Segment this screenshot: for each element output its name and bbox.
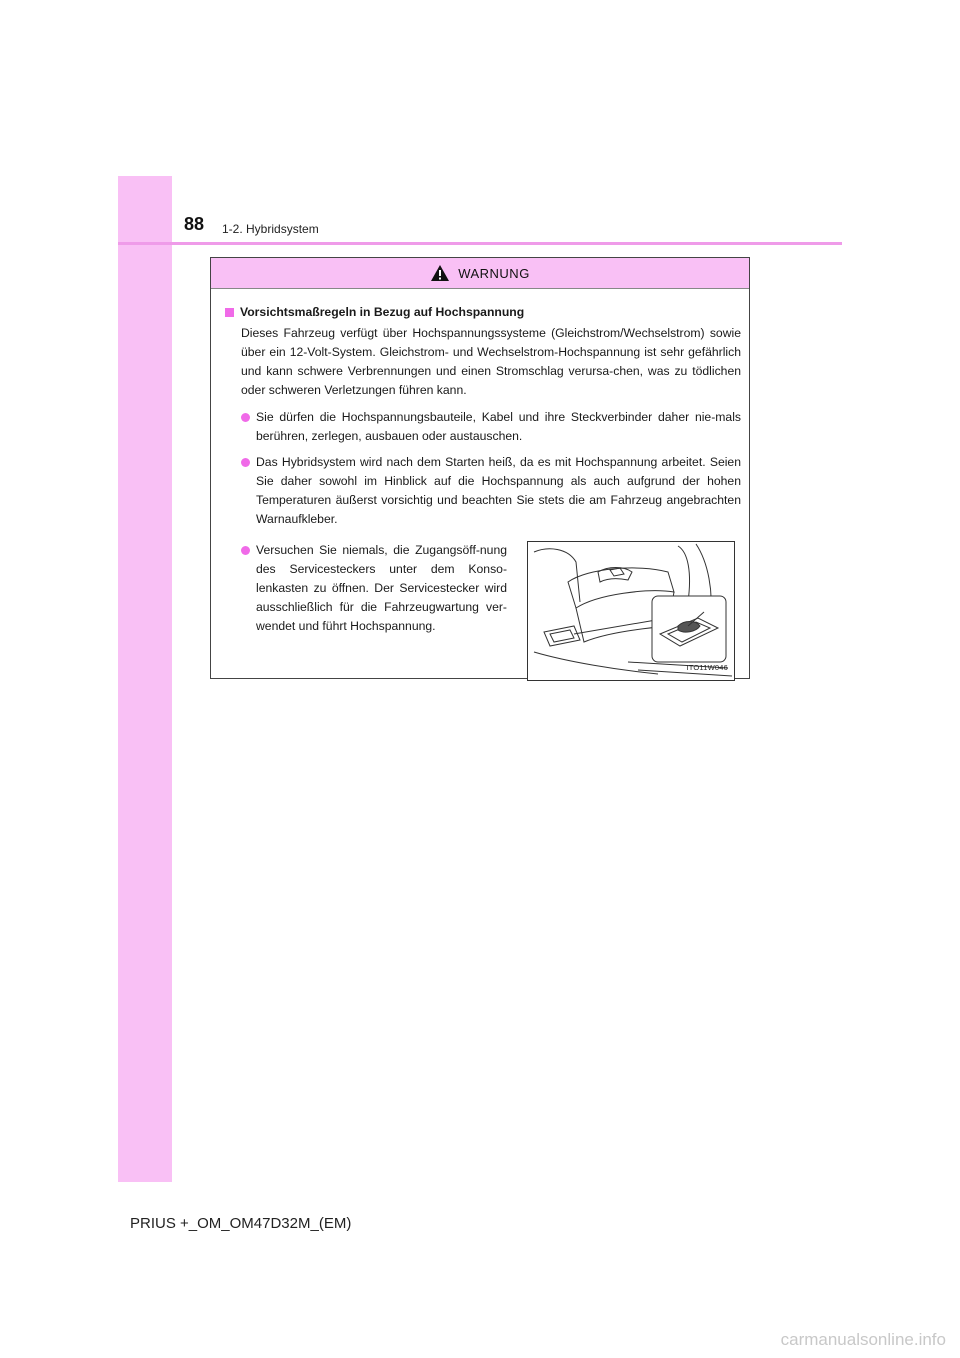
service-plug-illustration <box>527 541 735 681</box>
page-number: 88 <box>184 214 205 234</box>
list-item <box>241 408 741 446</box>
list-item <box>241 541 507 681</box>
warning-intro: Dieses Fahrzeug verfügt über Hochspannungssysteme (Gleichstrom/Wechselstrom) sowie über ein 12-Volt-System. Gleichstrom- und Wechselstrom-Hochspannung ist sehr gefährlich und kann schwere Verbrennungen und einen Stromschlag verursa-chen, was zu tödlichen oder schweren Verletzungen führen kann. <box>241 326 741 397</box>
warning-triangle-icon <box>430 264 450 282</box>
side-tab-bar <box>118 176 172 1182</box>
bullet-text: Das Hybridsystem wird nach dem Starten heiß, da es mit Hochspannung arbeitet. Seien Sie daher sowohl im Hinblick auf die Hochspannung als auch aufgrund der hohen Temperaturen äußerst vorsichtig und beachten Sie stets die am Fahrzeug angebrachten Warnaufkleber. <box>256 455 741 526</box>
watermark: carmanualsonline.info <box>780 1330 946 1349</box>
list-item <box>241 453 741 529</box>
warning-heading-row <box>225 303 741 322</box>
warning-title: WARNUNG <box>458 265 530 281</box>
warning-box <box>210 257 750 679</box>
section-title: 1-2. Hybridsystem <box>222 222 319 236</box>
bullet-dot-icon <box>241 546 250 555</box>
square-bullet-icon <box>225 308 234 317</box>
bullet-dot-icon <box>241 458 250 467</box>
illustration-label: ITO11W046 <box>686 663 728 672</box>
warning-body <box>211 289 749 681</box>
bullet-text: Versuchen Sie niemals, die Zugangsöff-nung des Servicesteckers unter dem Konso-lenkasten zu öffnen. Der Servicestecker wird ausschließlich für die Fahrzeugwartung ver-wendet und führt Hochspannung. <box>256 543 507 633</box>
bullet-dot-icon <box>241 413 250 422</box>
bullet-text: Sie dürfen die Hochspannungsbauteile, Kabel und ihre Steckverbinder daher nie-mals berühren, zerlegen, ausbauen oder austauschen. <box>256 410 741 443</box>
footer-code: PRIUS +_OM_OM47D32M_(EM) <box>130 1215 352 1232</box>
warning-heading: Vorsichtsmaßregeln in Bezug auf Hochspannung <box>240 305 525 319</box>
header-divider <box>118 242 842 245</box>
bullet-with-illustration <box>241 541 741 681</box>
warning-header <box>211 258 749 289</box>
